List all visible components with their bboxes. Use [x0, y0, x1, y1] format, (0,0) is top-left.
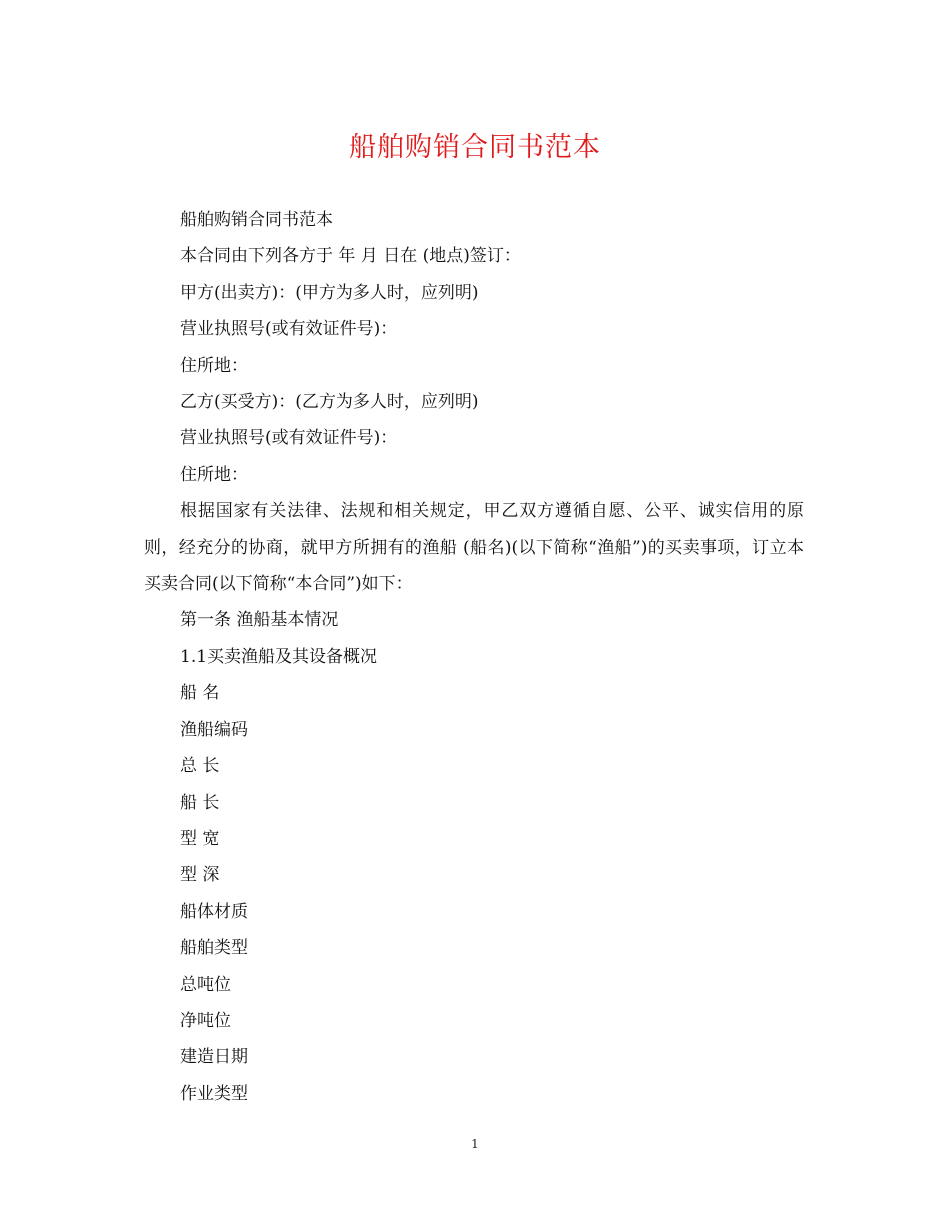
field-label: 建造日期 — [180, 1047, 248, 1068]
field-label: 总吨位 — [180, 974, 231, 995]
paragraph: 营业执照号(或有效证件号)： — [180, 319, 398, 340]
field-label: 船体材质 — [180, 901, 248, 922]
document-body — [144, 202, 804, 1112]
paragraph: 住所地： — [180, 464, 248, 485]
field-label: 作业类型 — [180, 1083, 248, 1104]
field-label: 船 名 — [180, 683, 220, 704]
paragraph: 根据国家有关法律、法规和相关规定，甲乙双方遵循自愿、公平、诚实信用的原则，经充分的协商，就甲方所拥有的渔船 (船名)(以下简称“渔船”)的买卖事项，订立本买卖合同(以下简称“本合同”)如下： — [144, 501, 804, 595]
page-number: 1 — [471, 1137, 479, 1151]
paragraph: 本合同由下列各方于 年 月 日在 (地点)签订： — [180, 246, 521, 267]
paragraph: 船舶购销合同书范本 — [180, 210, 333, 230]
field-label: 总 长 — [180, 756, 220, 777]
document-title: 船舶购销合同书范本 — [349, 132, 601, 163]
paragraph: 住所地： — [180, 355, 248, 376]
field-label: 型 宽 — [180, 828, 220, 849]
field-label: 型 深 — [180, 865, 220, 886]
field-label: 船舶类型 — [180, 938, 248, 959]
paragraph: 乙方(买受方)：(乙方为多人时，应列明) — [180, 392, 479, 413]
subsection-heading: 1.1买卖渔船及其设备概况 — [180, 646, 378, 667]
field-label: 渔船编码 — [180, 719, 248, 740]
section-heading: 第一条 渔船基本情况 — [180, 610, 339, 631]
field-label: 净吨位 — [180, 1010, 231, 1031]
paragraph: 营业执照号(或有效证件号)： — [180, 428, 398, 449]
field-label: 船 长 — [180, 792, 220, 813]
paragraph: 甲方(出卖方)：(甲方为多人时，应列明) — [180, 282, 479, 303]
